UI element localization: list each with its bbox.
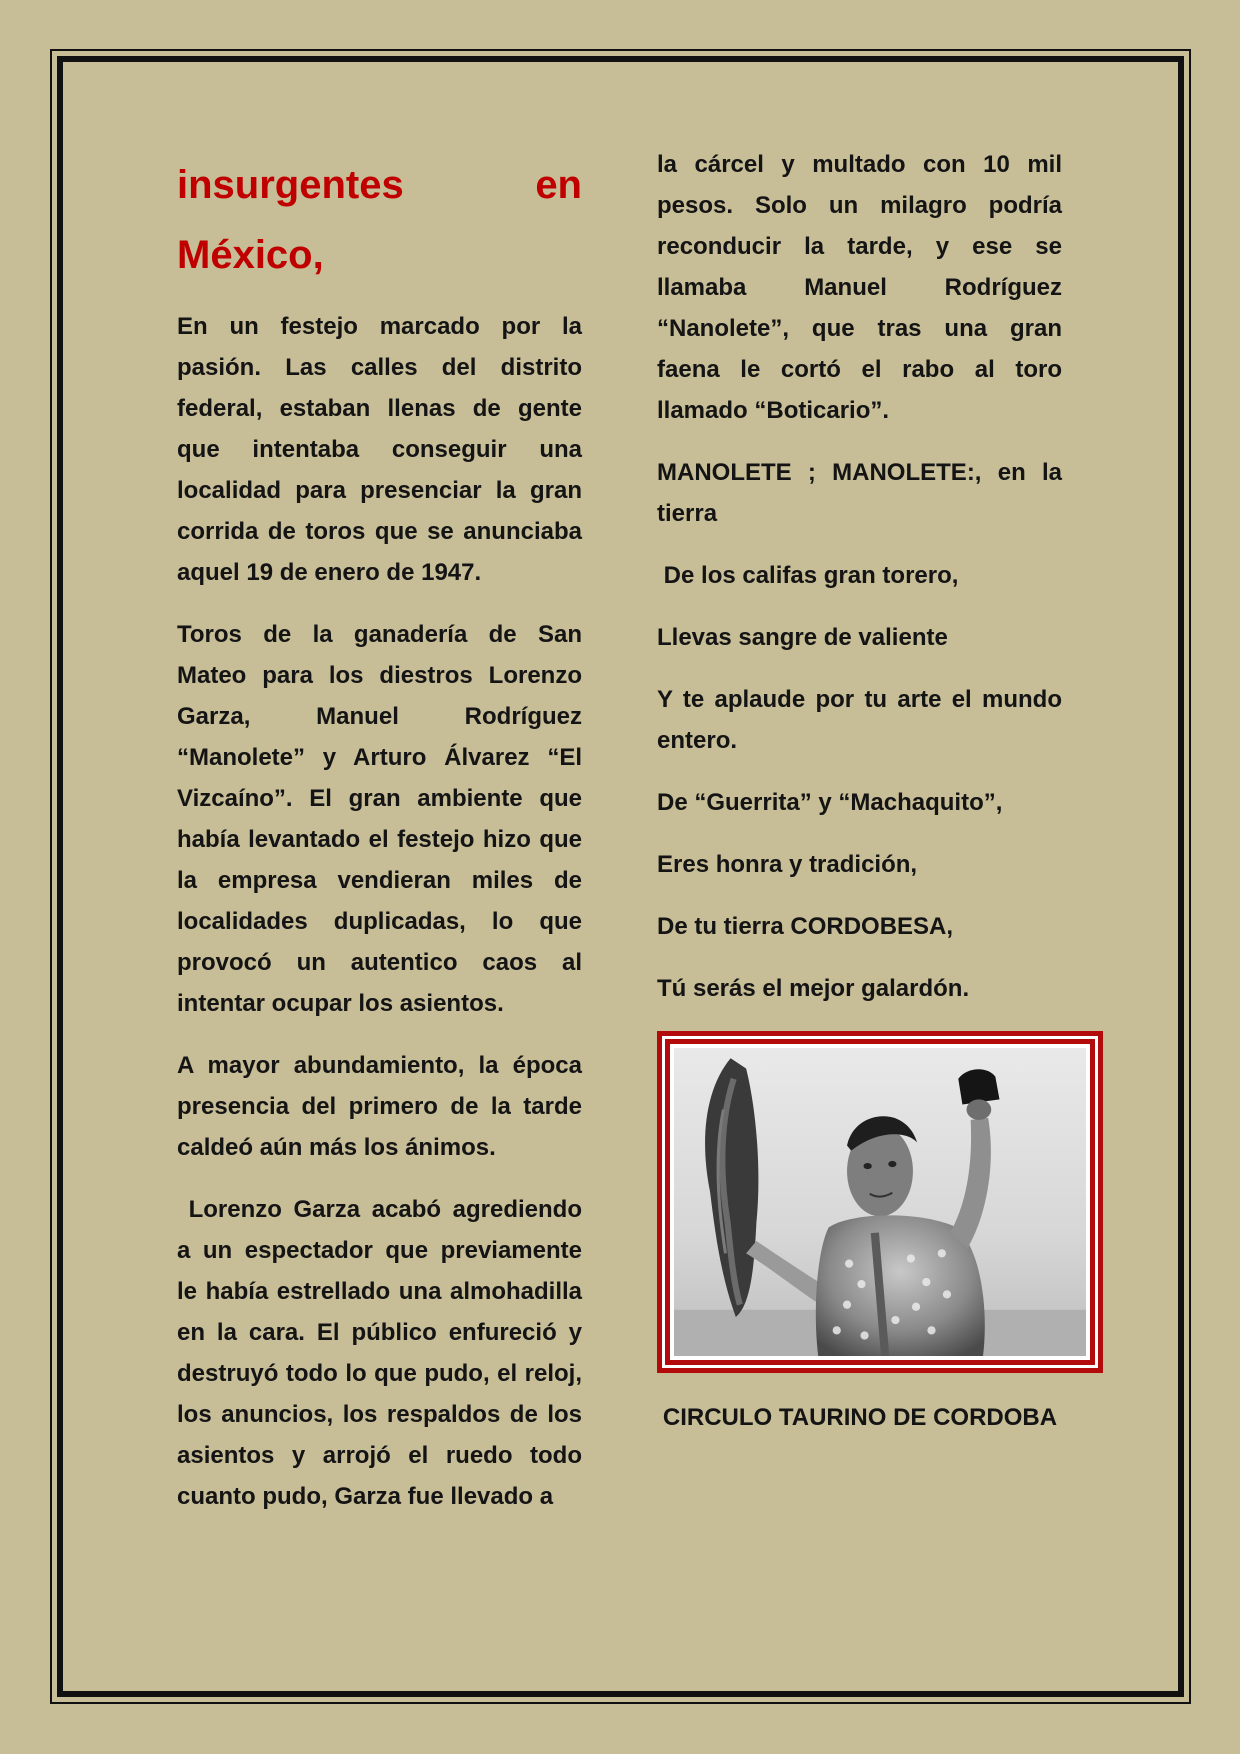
paragraph-festejo: En un festejo marcado por la pasión. Las calles del distrito federal, estaban llenas de gente que intentaba conseguir una localidad para presenciar la gran corrida de toros que se anunciaba aquel 19 de enero de 1947. [177,313,582,586]
paragraph-abundamiento: A mayor abundamiento, la época presencia del primero de la tarde caldeó aún más los ánimos. [177,1052,582,1161]
paragraph-toros: Toros de la ganadería de San Mateo para los diestros Lorenzo Garza, Manuel Rodríguez “Manolete” y Arturo Álvarez “El Vizcaíno”. El gran ambiente que había levantado el festejo hizo que la empresa vendieran miles de localidades duplicadas, lo que provocó un autentico caos al intentar ocupar los asientos. [177,621,582,1017]
poem-line-3: Llevas sangre de valiente [657,624,948,651]
poem-line-5: De “Guerrita” y “Machaquito”, [657,789,1003,816]
poem-line-8: Tú serás el mejor galardón. [657,975,970,1002]
title-line-2: México, [177,233,324,277]
caption: CIRCULO TAURINO DE CORDOBA [662,1404,1058,1431]
photo-frame [657,1031,1103,1373]
poem-line-4: Y te aplaude por tu arte el mundo entero. [657,686,1062,754]
poem-line-6: Eres honra y tradición, [657,851,918,878]
title-word-2: en [535,163,582,207]
poem-line-7: De tu tierra CORDOBESA, [657,913,954,940]
title-line-1 [177,150,582,220]
title-word-1: insurgentes [177,163,404,207]
article-title [177,150,582,290]
left-column [177,150,589,1538]
bullfighter-photo [674,1048,1086,1356]
paragraph-garza: Lorenzo Garza acabó agrediendo a un espectador que previamente le había estrellado una almohadilla en la cara. El público enfureció y destruyó todo lo que pudo, el reloj, los anuncios, los respaldos de los asientos y arrojó el ruedo todo cuanto pudo, Garza fue llevado a [177,1196,589,1510]
poem-line-1: MANOLETE ; MANOLETE:, en la tierra [657,459,1062,527]
paragraph-carcel: la cárcel y multado con 10 mil pesos. Solo un milagro podría reconducir la tarde, y ese se llamaba Manuel Rodríguez “Nanolete”, que tras una gran faena le cortó el rabo al toro llamado “Boticario”. [657,151,1062,424]
right-column [657,144,1062,1030]
poem-line-2: De los califas gran torero, [657,562,959,589]
